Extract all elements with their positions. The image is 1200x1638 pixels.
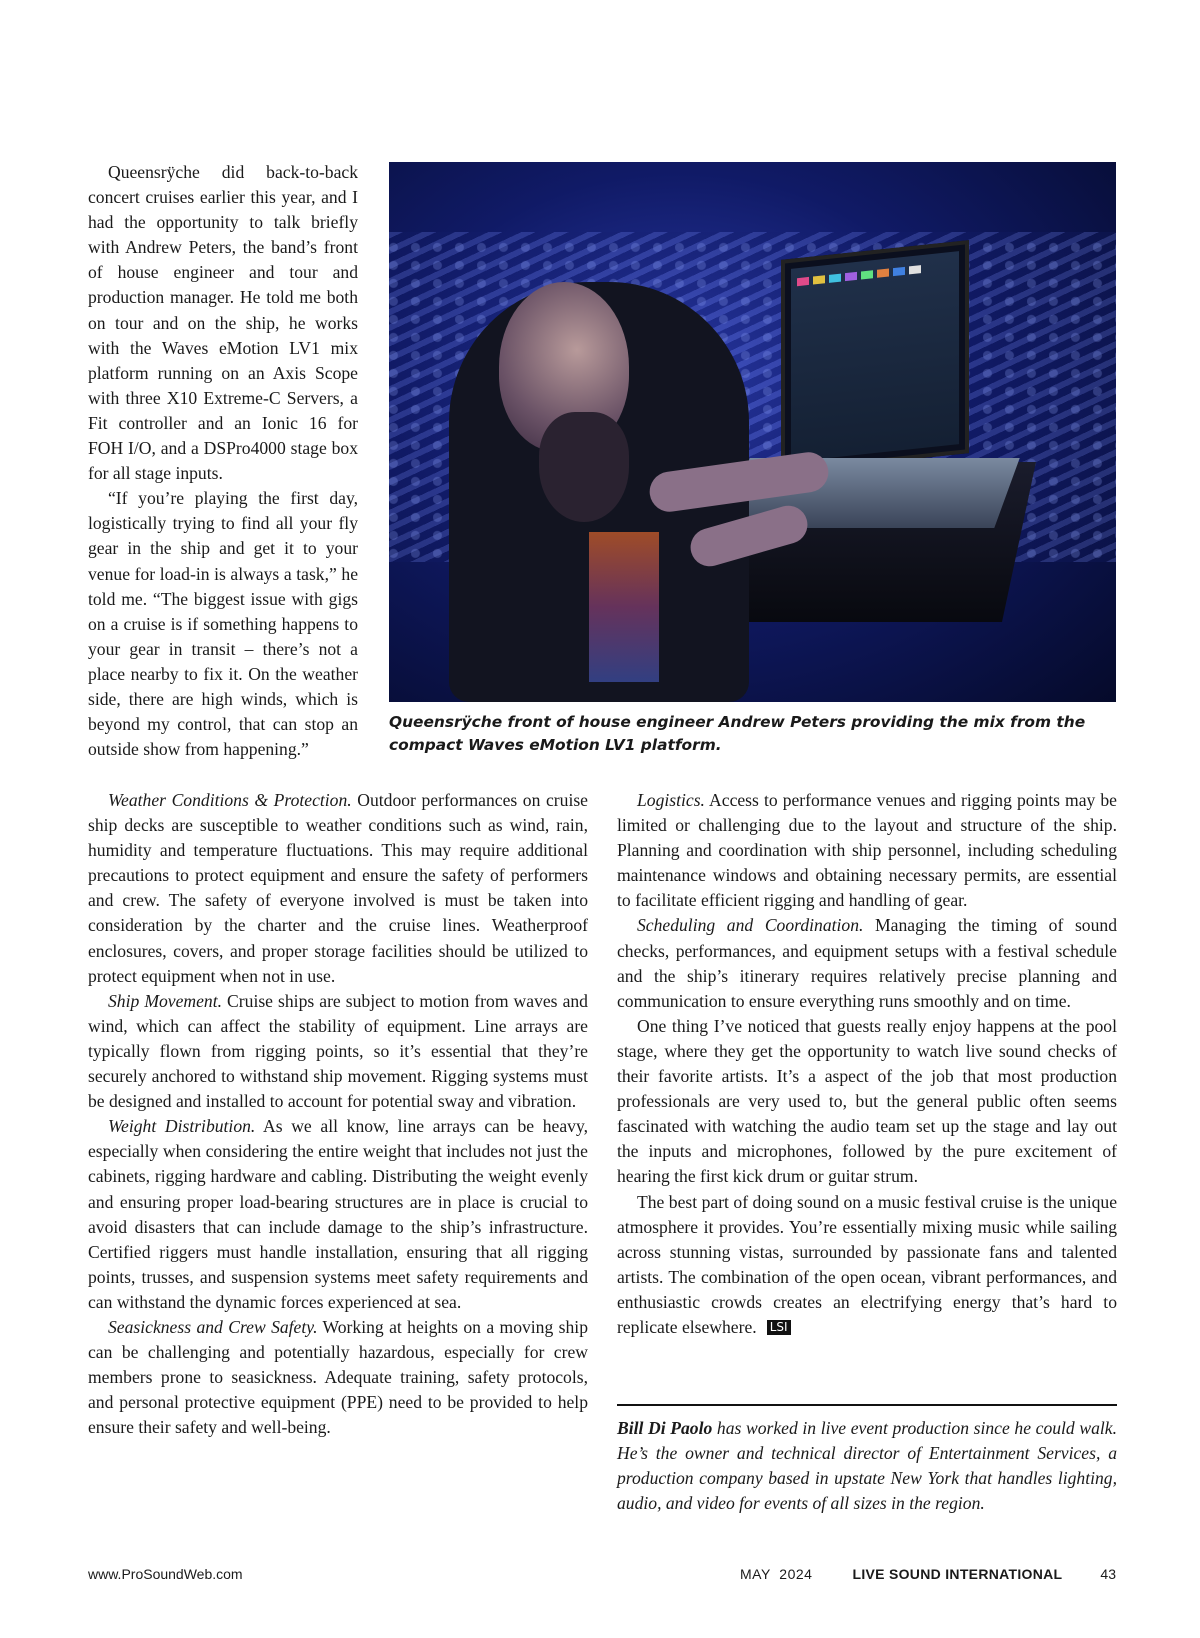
paragraph-text: Outdoor performances on cruise ship decks are susceptible to weather conditions such as wind, rain, humidity and temperature fluctuations. This may require additional precautions to protect equipment and ensure the safety of performers and crew. The safety of everyone involved is must be taken into consideration by the charter and the cruise lines. Weatherproof enclosures, covers, and proper storage facilities should be utilized to protect equipment when not in use.	[88, 790, 588, 986]
screen-strip	[893, 267, 905, 276]
paragraph-lead: Weight Distribution.	[108, 1116, 256, 1137]
article-paragraph	[617, 1014, 1117, 1190]
left-column	[88, 788, 588, 1440]
right-column	[617, 788, 1117, 1340]
screen-strip	[845, 272, 857, 281]
paragraph-text: Cruise ships are subject to motion from waves and wind, which can affect the stability of equipment. Line arrays are typically flown from rigging points, so it’s essential that they’re securely anchored to withstand ship movement. Rigging systems must be designed and installed to account for potential sway and vibration.	[88, 990, 588, 1112]
screen-strip	[813, 275, 825, 284]
paragraph-lead: Seasickness and Crew Safety.	[108, 1316, 318, 1337]
paragraph-text: As we all know, line arrays can be heavy, especially when considering the entire weight that includes not just the cabinets, rigging hardware and cabling. Distributing the weight evenly and ensuring proper load-bearing structures are in place is crucial to avoid disasters that can include damage to the ship’s infrastructure. Certified riggers must handle installation, ensuring that all rigging points, trusses, and suspension systems meet safety requirements and can withstand the dynamic forces experienced at sea.	[88, 1116, 588, 1312]
bio-divider	[617, 1404, 1117, 1406]
paragraph-text: Access to performance venues and rigging points may be limited or challenging due to the layout and structure of the ship. Planning and coordination with ship personnel, including scheduling maintenance windows and obtaining necessary permits, are essential to facilitate efficient rigging and handling of gear.	[617, 790, 1117, 911]
paragraph-text: One thing I’ve noticed that guests really enjoy happens at the pool stage, where they get the opportunity to watch live sound checks of their favorite artists. It’s a aspect of the job that most production professionals are very used to, but the general public often seems fascinated with watching the audio team set up the stage and lay out the inputs and microphones, followed by the pure excitement of hearing the first kick drum or guitar strum.	[617, 1015, 1117, 1187]
footer-url[interactable]: www.ProSoundWeb.com	[88, 1566, 243, 1582]
paragraph-text: The best part of doing sound on a music festival cruise is the unique atmosphere it provides. You’re essentially mixing music while sailing across stunning vistas, surrounded by passionate fans and talented artists. The combination of the open ocean, vibrant performances, and enthusiastic crowds creates an electrifying energy that’s hard to replicate elsewhere.	[617, 1191, 1117, 1337]
screen-strip	[861, 270, 873, 279]
screen-strip	[829, 274, 841, 283]
intro-column	[88, 160, 358, 762]
author-name: Bill Di Paolo	[617, 1418, 713, 1438]
article-paragraph	[617, 1190, 1117, 1341]
paragraph-text: Managing the timing of sound checks, performances, and equipment setups with a festival schedule and the ship’s itinerary requires relatively precise planning and communication to ensure everything runs smoothly and on time.	[617, 915, 1117, 1011]
article-paragraph	[617, 788, 1117, 913]
footer-page-number: 43	[1100, 1566, 1116, 1582]
screen-strip	[909, 265, 921, 274]
author-bio-text: has worked in live event production since he could walk. He’s the owner and technical director of Entertainment Services, a production company based in upstate New York that handles lighting, audio, and video for events of all sizes in the region.	[617, 1418, 1117, 1514]
photo-monitor	[781, 240, 969, 473]
footer-info	[740, 1563, 1116, 1585]
paragraph-lead: Scheduling and Coordination.	[637, 915, 864, 936]
paragraph-text: Working at heights on a moving ship can be challenging and potentially hazardous, especially for crew members prone to seasickness. Adequate training, safety protocols, and personal protective equipment (PPE) need to be provided to help ensure their safety and well-being.	[88, 1316, 588, 1438]
intro-paragraph: “If you’re playing the first day, logistically trying to find all your fly gear in the ship and get it to your venue for load-in is always a task,” he told me. “The biggest issue with gigs on a cruise is if something happens to your gear in transit – there’s not a place nearby to fix it. On the weather side, there are high winds, which is beyond my control, that can stop an outside show from happening.”	[88, 488, 358, 760]
article-paragraph	[88, 1315, 588, 1440]
paragraph-lead: Ship Movement.	[108, 990, 222, 1011]
photo-monitor-screen	[791, 251, 959, 462]
article-photo	[389, 162, 1116, 702]
photo-shirt-print	[589, 532, 659, 682]
author-bio	[617, 1416, 1117, 1516]
end-mark: LSI	[767, 1320, 791, 1335]
article-paragraph	[88, 788, 588, 989]
footer-magazine: LIVE SOUND INTERNATIONAL	[852, 1566, 1063, 1582]
photo-caption: Queensrÿche front of house engineer Andrew Peters providing the mix from the compact Waves eMotion LV1 platform.	[389, 713, 1086, 754]
article-paragraph	[88, 1114, 588, 1315]
screen-strip	[797, 277, 809, 286]
paragraph-lead: Logistics.	[637, 790, 705, 810]
article-paragraph	[88, 989, 588, 1114]
intro-paragraph: Queensrÿche did back-to-back concert cruises earlier this year, and I had the opportunity to talk briefly with Andrew Peters, the band’s front of house engineer and tour and production manager. He told me both on tour and on the ship, he works with the Waves eMotion LV1 mix platform running on an Axis Scope with three X10 Extreme-C Servers, a Fit controller and an Ionic 16 for FOH I/O, and a DSPro4000 stage box for all stage inputs.	[88, 162, 358, 484]
photo-engineer-beard	[539, 412, 629, 522]
screen-strip	[877, 269, 889, 278]
paragraph-lead: Weather Conditions & Protection.	[108, 790, 352, 810]
footer-date: MAY 2024	[739, 1566, 813, 1582]
article-paragraph	[617, 913, 1117, 1013]
